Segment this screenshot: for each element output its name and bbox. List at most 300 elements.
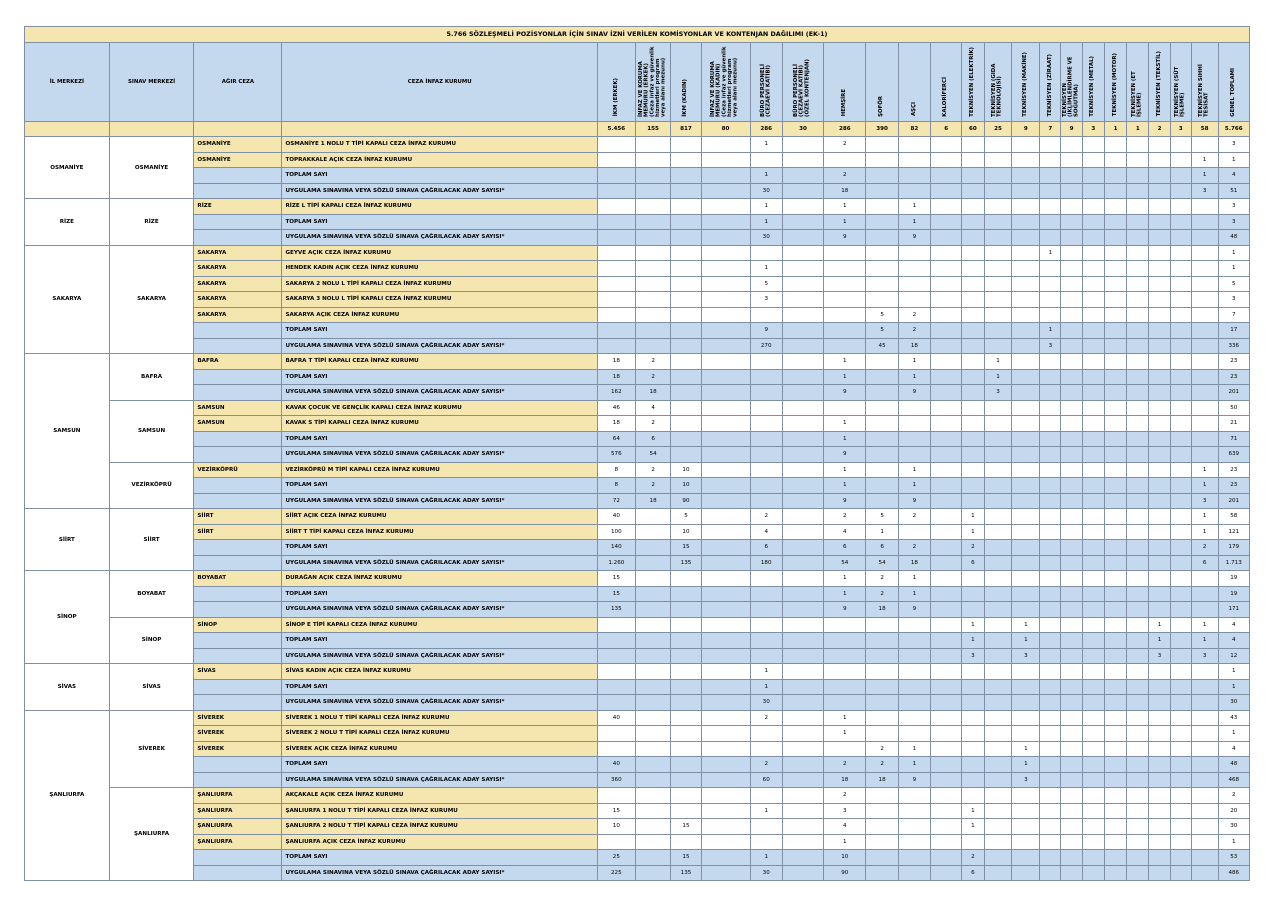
- candidate-count-row: [25, 385, 1250, 401]
- value-cell: [1127, 772, 1149, 788]
- institution-cell: UYGULAMA SINAVINA VEYA SÖZLÜ SINAVA ÇAĞRILACAK ADAY SAYISI*: [282, 385, 597, 401]
- column-header: CEZA İNFAZ KURUMU: [282, 42, 597, 121]
- value-cell: [1104, 586, 1126, 602]
- value-cell: 8: [597, 478, 635, 494]
- court-cell: [194, 555, 282, 571]
- value-cell: 1: [1012, 741, 1040, 757]
- value-cell: [1040, 261, 1061, 277]
- value-cell: 3: [984, 385, 1012, 401]
- value-cell: 60: [750, 772, 782, 788]
- value-cell: [635, 865, 671, 881]
- value-cell: [671, 664, 701, 680]
- value-cell: [931, 385, 962, 401]
- value-cell: 1.713: [1218, 555, 1249, 571]
- value-cell: [984, 741, 1012, 757]
- value-cell: 30: [1218, 695, 1249, 711]
- value-cell: [984, 183, 1012, 199]
- value-cell: [866, 679, 898, 695]
- total-cell: 286: [824, 121, 866, 137]
- value-cell: [931, 168, 962, 184]
- value-cell: [1127, 447, 1149, 463]
- value-cell: [1170, 834, 1191, 850]
- totals-row: [25, 121, 1250, 137]
- position-column-header: [1082, 42, 1104, 121]
- value-cell: 2: [750, 509, 782, 525]
- value-cell: [671, 369, 701, 385]
- value-cell: [984, 509, 1012, 525]
- table-row: [25, 400, 1250, 416]
- quota-table: [24, 26, 1250, 881]
- value-cell: [866, 617, 898, 633]
- value-cell: [671, 447, 701, 463]
- column-header: SINAV MERKEZİ: [109, 42, 194, 121]
- institution-cell: UYGULAMA SINAVINA VEYA SÖZLÜ SINAVA ÇAĞRILACAK ADAY SAYISI*: [282, 865, 597, 881]
- total-cell: 286: [750, 121, 782, 137]
- institution-cell: RİZE L TİPİ KAPALI CEZA İNFAZ KURUMU: [282, 199, 597, 215]
- value-cell: [1127, 478, 1149, 494]
- value-cell: 2: [866, 586, 898, 602]
- value-cell: [1012, 292, 1040, 308]
- institution-cell: OSMANİYE 1 NOLU T TİPİ KAPALI CEZA İNFAZ KURUMU: [282, 137, 597, 153]
- candidate-count-row: [25, 695, 1250, 711]
- court-cell: SİVAS: [194, 664, 282, 680]
- value-cell: [671, 726, 701, 742]
- value-cell: [701, 261, 750, 277]
- value-cell: [701, 772, 750, 788]
- value-cell: [1149, 679, 1170, 695]
- value-cell: [824, 617, 866, 633]
- value-cell: [1082, 695, 1104, 711]
- position-column-header: [1127, 42, 1149, 121]
- institution-cell: SİİRT AÇIK CEZA İNFAZ KURUMU: [282, 509, 597, 525]
- value-cell: [1104, 431, 1126, 447]
- value-cell: [824, 276, 866, 292]
- value-cell: [1104, 354, 1126, 370]
- value-cell: 17: [1218, 323, 1249, 339]
- value-cell: [1012, 152, 1040, 168]
- value-cell: [782, 385, 823, 401]
- value-cell: [1191, 865, 1218, 881]
- value-cell: [1191, 245, 1218, 261]
- value-cell: [782, 788, 823, 804]
- candidate-count-row: [25, 648, 1250, 664]
- value-cell: 5: [866, 509, 898, 525]
- value-cell: 3: [1040, 338, 1061, 354]
- value-cell: [898, 152, 930, 168]
- value-cell: 1: [750, 664, 782, 680]
- value-cell: [1061, 230, 1082, 246]
- value-cell: 1: [962, 524, 984, 540]
- value-cell: [701, 509, 750, 525]
- value-cell: 19: [1218, 586, 1249, 602]
- value-cell: [701, 447, 750, 463]
- value-cell: [931, 338, 962, 354]
- value-cell: [984, 819, 1012, 835]
- court-cell: ŞANLIURFA: [194, 803, 282, 819]
- value-cell: [898, 524, 930, 540]
- table-row: [25, 509, 1250, 525]
- value-cell: [1191, 416, 1218, 432]
- value-cell: 2: [962, 540, 984, 556]
- value-cell: [984, 245, 1012, 261]
- value-cell: [750, 788, 782, 804]
- value-cell: [1061, 772, 1082, 788]
- court-cell: [194, 323, 282, 339]
- value-cell: [1104, 571, 1126, 587]
- court-cell: SİNOP: [194, 617, 282, 633]
- institution-cell: ŞANLIURFA 2 NOLU T TİPİ KAPALI CEZA İNFAZ KURUMU: [282, 819, 597, 835]
- value-cell: [984, 617, 1012, 633]
- position-column-header: [1170, 42, 1191, 121]
- total-cell: 390: [866, 121, 898, 137]
- value-cell: [671, 431, 701, 447]
- value-cell: [1104, 540, 1126, 556]
- position-column-label: İNFAZ VE KORUMA MEMURU (ERKEK) (Ceza infaz ve güvenlik hizmetleri program veya alanı mezunu): [637, 46, 667, 117]
- value-cell: [1127, 385, 1149, 401]
- value-cell: [1170, 540, 1191, 556]
- value-cell: [931, 354, 962, 370]
- value-cell: [866, 788, 898, 804]
- value-cell: [984, 865, 1012, 881]
- position-column-header: [1149, 42, 1170, 121]
- value-cell: [866, 648, 898, 664]
- value-cell: 2: [866, 741, 898, 757]
- value-cell: [782, 307, 823, 323]
- total-cell: 5.766: [1218, 121, 1249, 137]
- value-cell: [1170, 183, 1191, 199]
- value-cell: [1040, 617, 1061, 633]
- exam-center-cell: BOYABAT: [109, 571, 194, 618]
- value-cell: [1012, 385, 1040, 401]
- value-cell: [782, 137, 823, 153]
- value-cell: 1: [1191, 168, 1218, 184]
- value-cell: [824, 648, 866, 664]
- value-cell: [1040, 152, 1061, 168]
- value-cell: [1191, 292, 1218, 308]
- value-cell: [1149, 230, 1170, 246]
- table-row: [25, 834, 1250, 850]
- institution-cell: SİVEREK 2 NOLU T TİPİ KAPALI CEZA İNFAZ KURUMU: [282, 726, 597, 742]
- value-cell: [984, 323, 1012, 339]
- value-cell: [635, 168, 671, 184]
- value-cell: [1082, 555, 1104, 571]
- value-cell: 1: [962, 509, 984, 525]
- value-cell: [1082, 245, 1104, 261]
- value-cell: [866, 447, 898, 463]
- value-cell: [1012, 664, 1040, 680]
- value-cell: [1127, 230, 1149, 246]
- total-cell: 5.456: [597, 121, 635, 137]
- value-cell: [962, 493, 984, 509]
- value-cell: [1104, 214, 1126, 230]
- value-cell: [1104, 276, 1126, 292]
- value-cell: [984, 307, 1012, 323]
- total-cell: 60: [962, 121, 984, 137]
- value-cell: 1: [1218, 152, 1249, 168]
- value-cell: [984, 261, 1012, 277]
- totals-spacer: [25, 121, 110, 137]
- value-cell: 2: [750, 757, 782, 773]
- value-cell: 19: [1218, 571, 1249, 587]
- value-cell: [1104, 400, 1126, 416]
- value-cell: [1082, 307, 1104, 323]
- value-cell: 18: [597, 416, 635, 432]
- value-cell: [597, 741, 635, 757]
- value-cell: 1: [750, 199, 782, 215]
- value-cell: 1: [824, 431, 866, 447]
- table-row: [25, 199, 1250, 215]
- value-cell: [1104, 152, 1126, 168]
- table-row: [25, 137, 1250, 153]
- institution-cell: UYGULAMA SINAVINA VEYA SÖZLÜ SINAVA ÇAĞRILACAK ADAY SAYISI*: [282, 648, 597, 664]
- value-cell: [1127, 726, 1149, 742]
- value-cell: [1127, 524, 1149, 540]
- value-cell: 18: [824, 772, 866, 788]
- value-cell: [962, 478, 984, 494]
- province-cell: RİZE: [25, 199, 110, 246]
- total-cell: 7: [1040, 121, 1061, 137]
- value-cell: [1127, 354, 1149, 370]
- value-cell: [1082, 431, 1104, 447]
- institution-cell: KAVAK ÇOCUK VE GENÇLİK KAPALI CEZA İNFAZ KURUMU: [282, 400, 597, 416]
- value-cell: [1082, 850, 1104, 866]
- value-cell: [782, 369, 823, 385]
- value-cell: 1: [898, 586, 930, 602]
- value-cell: 6: [750, 540, 782, 556]
- candidate-count-row: [25, 555, 1250, 571]
- value-cell: [750, 617, 782, 633]
- value-cell: 1: [962, 633, 984, 649]
- value-cell: [984, 633, 1012, 649]
- value-cell: 4: [824, 524, 866, 540]
- value-cell: [866, 214, 898, 230]
- institution-cell: BAFRA T TİPİ KAPALI CEZA İNFAZ KURUMU: [282, 354, 597, 370]
- value-cell: [1082, 369, 1104, 385]
- value-cell: [1104, 803, 1126, 819]
- exam-center-cell: SAMSUN: [109, 400, 194, 462]
- value-cell: 6: [866, 540, 898, 556]
- value-cell: [1149, 555, 1170, 571]
- value-cell: [1040, 633, 1061, 649]
- value-cell: [635, 137, 671, 153]
- value-cell: [1040, 354, 1061, 370]
- value-cell: 1: [1191, 617, 1218, 633]
- value-cell: [1149, 292, 1170, 308]
- value-cell: [931, 788, 962, 804]
- value-cell: [931, 540, 962, 556]
- value-cell: 1: [962, 617, 984, 633]
- value-cell: 23: [1218, 478, 1249, 494]
- position-column-header: [1040, 42, 1061, 121]
- value-cell: [1170, 137, 1191, 153]
- value-cell: [671, 292, 701, 308]
- institution-cell: TOPRAKKALE AÇIK CEZA İNFAZ KURUMU: [282, 152, 597, 168]
- value-cell: [931, 757, 962, 773]
- value-cell: [1127, 695, 1149, 711]
- table-row: [25, 741, 1250, 757]
- value-cell: [782, 214, 823, 230]
- value-cell: [962, 571, 984, 587]
- value-cell: [824, 741, 866, 757]
- institution-cell: TOPLAM SAYI: [282, 679, 597, 695]
- institution-cell: TOPLAM SAYI: [282, 850, 597, 866]
- value-cell: [1170, 741, 1191, 757]
- value-cell: [1061, 540, 1082, 556]
- court-cell: [194, 772, 282, 788]
- value-cell: [1170, 323, 1191, 339]
- value-cell: [1082, 416, 1104, 432]
- value-cell: [1127, 431, 1149, 447]
- value-cell: 15: [671, 540, 701, 556]
- value-cell: [1104, 338, 1126, 354]
- value-cell: [984, 757, 1012, 773]
- value-cell: [701, 462, 750, 478]
- value-cell: 46: [597, 400, 635, 416]
- value-cell: [701, 586, 750, 602]
- value-cell: [898, 726, 930, 742]
- value-cell: [898, 648, 930, 664]
- exam-center-cell: SAKARYA: [109, 245, 194, 354]
- value-cell: [635, 199, 671, 215]
- value-cell: [597, 245, 635, 261]
- value-cell: [931, 478, 962, 494]
- institution-cell: SİVAS KADIN AÇIK CEZA İNFAZ KURUMU: [282, 664, 597, 680]
- value-cell: 4: [1218, 633, 1249, 649]
- subtotal-row: [25, 633, 1250, 649]
- value-cell: [701, 385, 750, 401]
- value-cell: 9: [898, 602, 930, 618]
- value-cell: [1191, 710, 1218, 726]
- value-cell: 201: [1218, 385, 1249, 401]
- value-cell: [1040, 307, 1061, 323]
- value-cell: [1012, 819, 1040, 835]
- value-cell: [1170, 199, 1191, 215]
- value-cell: [931, 648, 962, 664]
- court-cell: SİVEREK: [194, 726, 282, 742]
- court-cell: [194, 540, 282, 556]
- value-cell: [1040, 772, 1061, 788]
- value-cell: 23: [1218, 369, 1249, 385]
- value-cell: [1040, 462, 1061, 478]
- value-cell: [701, 168, 750, 184]
- value-cell: [1061, 788, 1082, 804]
- value-cell: [866, 199, 898, 215]
- value-cell: [1170, 617, 1191, 633]
- value-cell: [1191, 431, 1218, 447]
- value-cell: [671, 152, 701, 168]
- value-cell: 64: [597, 431, 635, 447]
- total-cell: 155: [635, 121, 671, 137]
- value-cell: [1127, 183, 1149, 199]
- value-cell: [866, 834, 898, 850]
- column-header: AĞIR CEZA: [194, 42, 282, 121]
- value-cell: [866, 803, 898, 819]
- value-cell: [701, 183, 750, 199]
- value-cell: 7: [1218, 307, 1249, 323]
- value-cell: [1082, 168, 1104, 184]
- value-cell: [962, 292, 984, 308]
- province-cell: OSMANİYE: [25, 137, 110, 199]
- province-cell: SAMSUN: [25, 354, 110, 509]
- value-cell: 45: [866, 338, 898, 354]
- value-cell: [750, 633, 782, 649]
- institution-cell: TOPLAM SAYI: [282, 431, 597, 447]
- value-cell: [671, 354, 701, 370]
- position-column-header: [1061, 42, 1082, 121]
- value-cell: [782, 245, 823, 261]
- value-cell: 1: [1218, 245, 1249, 261]
- value-cell: [1170, 385, 1191, 401]
- value-cell: [962, 772, 984, 788]
- value-cell: [635, 307, 671, 323]
- value-cell: 171: [1218, 602, 1249, 618]
- value-cell: [1082, 586, 1104, 602]
- value-cell: 1: [1191, 478, 1218, 494]
- value-cell: [931, 509, 962, 525]
- value-cell: 360: [597, 772, 635, 788]
- value-cell: [1012, 307, 1040, 323]
- value-cell: [635, 679, 671, 695]
- value-cell: [635, 788, 671, 804]
- value-cell: 1: [824, 834, 866, 850]
- value-cell: 3: [824, 803, 866, 819]
- value-cell: [1127, 741, 1149, 757]
- value-cell: [1127, 819, 1149, 835]
- value-cell: 121: [1218, 524, 1249, 540]
- value-cell: [671, 168, 701, 184]
- value-cell: [1040, 555, 1061, 571]
- value-cell: [671, 757, 701, 773]
- value-cell: [1012, 493, 1040, 509]
- value-cell: [1149, 416, 1170, 432]
- value-cell: 1: [984, 369, 1012, 385]
- value-cell: [962, 400, 984, 416]
- value-cell: 336: [1218, 338, 1249, 354]
- value-cell: [782, 865, 823, 881]
- value-cell: 1: [824, 571, 866, 587]
- value-cell: [1061, 478, 1082, 494]
- value-cell: [1149, 741, 1170, 757]
- value-cell: 54: [866, 555, 898, 571]
- value-cell: [782, 292, 823, 308]
- value-cell: [1040, 788, 1061, 804]
- value-cell: [1061, 865, 1082, 881]
- value-cell: [1061, 493, 1082, 509]
- value-cell: [1040, 602, 1061, 618]
- value-cell: 30: [750, 230, 782, 246]
- institution-cell: TOPLAM SAYI: [282, 478, 597, 494]
- value-cell: [931, 292, 962, 308]
- institution-cell: ŞANLIURFA AÇIK CEZA İNFAZ KURUMU: [282, 834, 597, 850]
- value-cell: 6: [962, 865, 984, 881]
- province-cell: SAKARYA: [25, 245, 110, 354]
- value-cell: [931, 803, 962, 819]
- value-cell: [866, 493, 898, 509]
- value-cell: [782, 230, 823, 246]
- value-cell: [931, 819, 962, 835]
- total-cell: 9: [1012, 121, 1040, 137]
- value-cell: [1104, 679, 1126, 695]
- institution-cell: DURAĞAN AÇIK CEZA İNFAZ KURUMU: [282, 571, 597, 587]
- value-cell: 90: [824, 865, 866, 881]
- value-cell: [701, 555, 750, 571]
- value-cell: [782, 493, 823, 509]
- value-cell: [1012, 586, 1040, 602]
- value-cell: [931, 586, 962, 602]
- value-cell: [984, 462, 1012, 478]
- value-cell: [782, 168, 823, 184]
- value-cell: [1127, 323, 1149, 339]
